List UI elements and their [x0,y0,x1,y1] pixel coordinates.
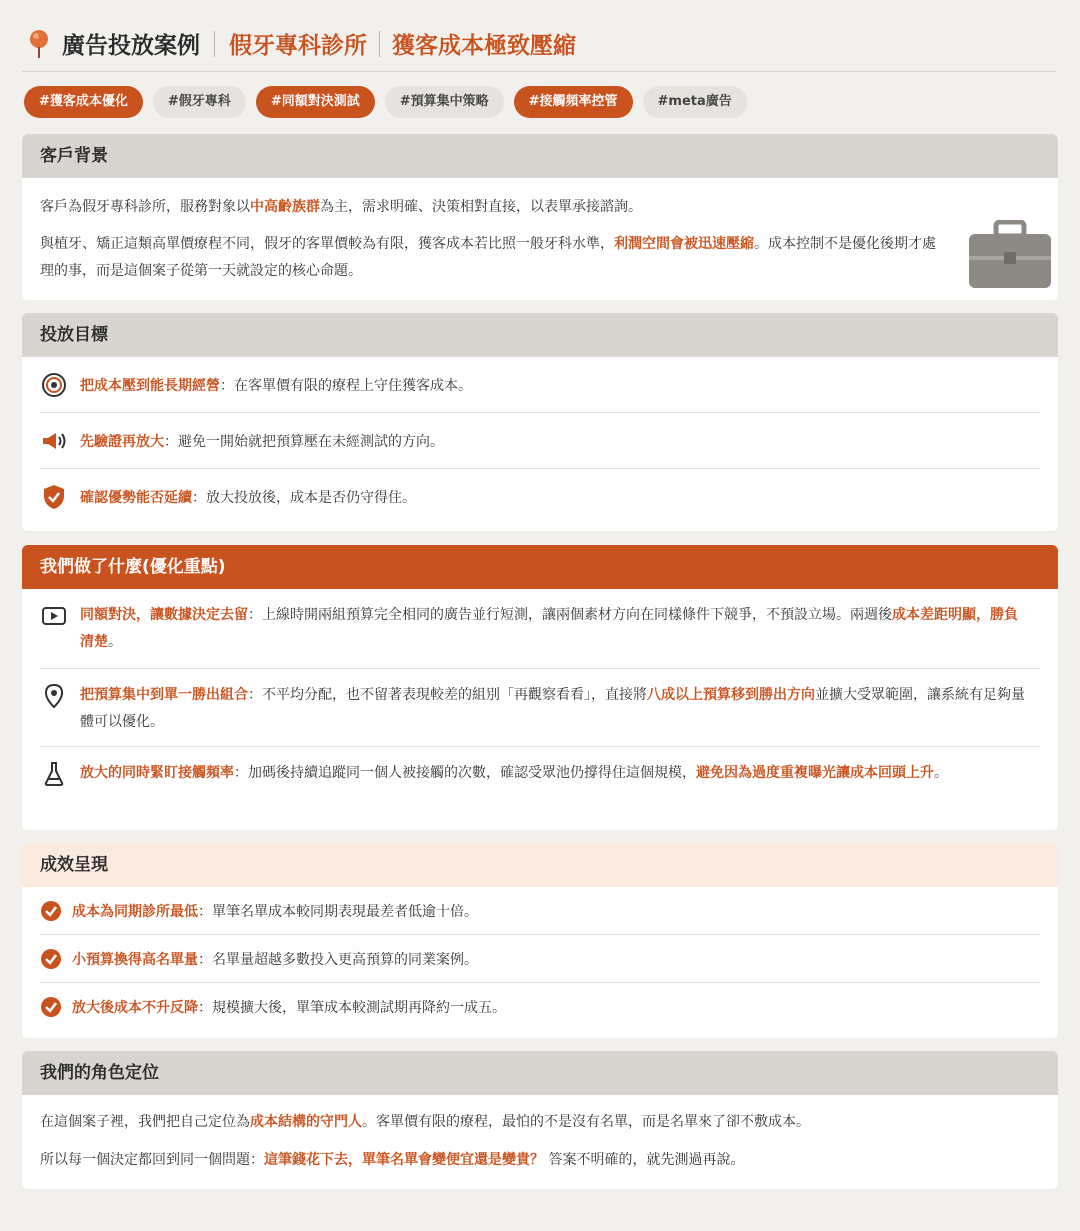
section-heading: 我們做了什麼(優化重點) [22,545,1058,589]
list-item [40,669,1040,747]
campaign-goals-card [22,313,1058,531]
target-icon [40,371,68,399]
result-text: 成本為同期診所最低：單筆名單成本較同期表現最差者低逾十倍。 [72,903,478,920]
list-item [40,357,1040,413]
optimization-text: 同額對決，讓數據決定去留：上線時開兩組預算完全相同的廣告並行短測，讓兩個素材方向在同樣條件下競爭，不預設立場。兩週後成本差距明顯，勝負清楚。 [80,607,1018,650]
list-item [40,983,1040,1031]
background-paragraph-2: 與植牙、矯正這類高單價療程不同，假牙的客單價較為有限，獲客成本若比照一般牙科水準，利潤空間會被迅速壓縮。成本控制不是優化後期才處理的事，而是這個案子從第一天就設定的核心命題。 [40,236,936,279]
title-divider [214,31,215,57]
location-pin-icon [40,682,68,710]
pin-icon [28,29,50,59]
goal-text: 把成本壓到能長期經營：在客單價有限的療程上守住獲客成本。 [80,377,472,394]
shield-check-icon [40,483,68,511]
list-item [40,589,1040,669]
title-divider [379,31,380,57]
role-paragraph-1: 在這個案子裡，我們把自己定位為成本結構的守門人。客單價有限的療程，最怕的不是沒有名單，而是名單來了卻不敷成本。 [40,1114,810,1130]
goal-text: 確認優勢能否延續：放大投放後，成本是否仍守得住。 [80,490,416,506]
list-item [40,747,1040,829]
flask-icon [40,760,68,788]
page-title: 廣告投放案例 [62,33,200,59]
list-item [40,935,1040,983]
role-card [22,1051,1058,1189]
optimization-text: 把預算集中到單一勝出組合：不平均分配，也不留著表現較差的組別「再觀察看看」，直接將八成以上預算移到勝出方向並擴大受眾範圍，讓系統有足夠量體可以優化。 [80,687,1025,730]
megaphone-icon [40,427,68,455]
background-paragraph-1: 客戶為假牙專科診所，服務對象以中高齡族群為主，需求明確、決策相對直接，以表單承接諮詢。 [40,199,642,215]
goal-text: 先驗證再放大：避免一開始就把預算壓在未經測試的方向。 [80,433,444,450]
page-subtitle-topic: 獲客成本極致壓縮 [392,33,576,59]
section-heading: 客戶背景 [22,134,1058,178]
page-subtitle-clinic: 假牙專科診所 [229,33,367,59]
list-item [40,469,1040,525]
tag-chip[interactable]: #獲客成本優化 [24,86,143,118]
tag-chip[interactable]: #假牙專科 [153,86,246,118]
page-header [22,24,1056,72]
tag-chip[interactable]: #meta廣告 [643,86,747,118]
tag-chip[interactable]: #預算集中策略 [385,86,504,118]
check-circle-icon [40,996,62,1018]
results-card [22,843,1058,1038]
briefcase-icon [968,220,1052,290]
optimization-text: 放大的同時緊盯接觸頻率：加碼後持續追蹤同一個人被接觸的次數，確認受眾池仍撐得住這個規模，避免因為過度重複曝光讓成本回頭上升。 [80,765,948,781]
list-item [40,887,1040,935]
section-heading: 成效呈現 [22,843,1058,887]
tag-list [24,86,747,118]
optimization-card [22,545,1058,830]
video-play-icon [40,602,68,630]
tag-chip[interactable]: #接觸頻率控管 [514,86,633,118]
list-item [40,413,1040,469]
check-circle-icon [40,948,62,970]
result-text: 小預算換得高名單量：名單量超越多數投入更高預算的同業案例。 [72,951,478,968]
section-heading: 投放目標 [22,313,1058,357]
section-heading: 我們的角色定位 [22,1051,1058,1095]
tag-chip[interactable]: #同額對決測試 [256,86,375,118]
role-paragraph-2: 所以每一個決定都回到同一個問題：這筆錢花下去，單筆名單會變便宜還是變貴？ 答案不明確的，就先測過再說。 [40,1152,745,1168]
result-text: 放大後成本不升反降：規模擴大後，單筆成本較測試期再降約一成五。 [72,1000,506,1016]
client-background-card [22,134,1058,300]
check-circle-icon [40,900,62,922]
